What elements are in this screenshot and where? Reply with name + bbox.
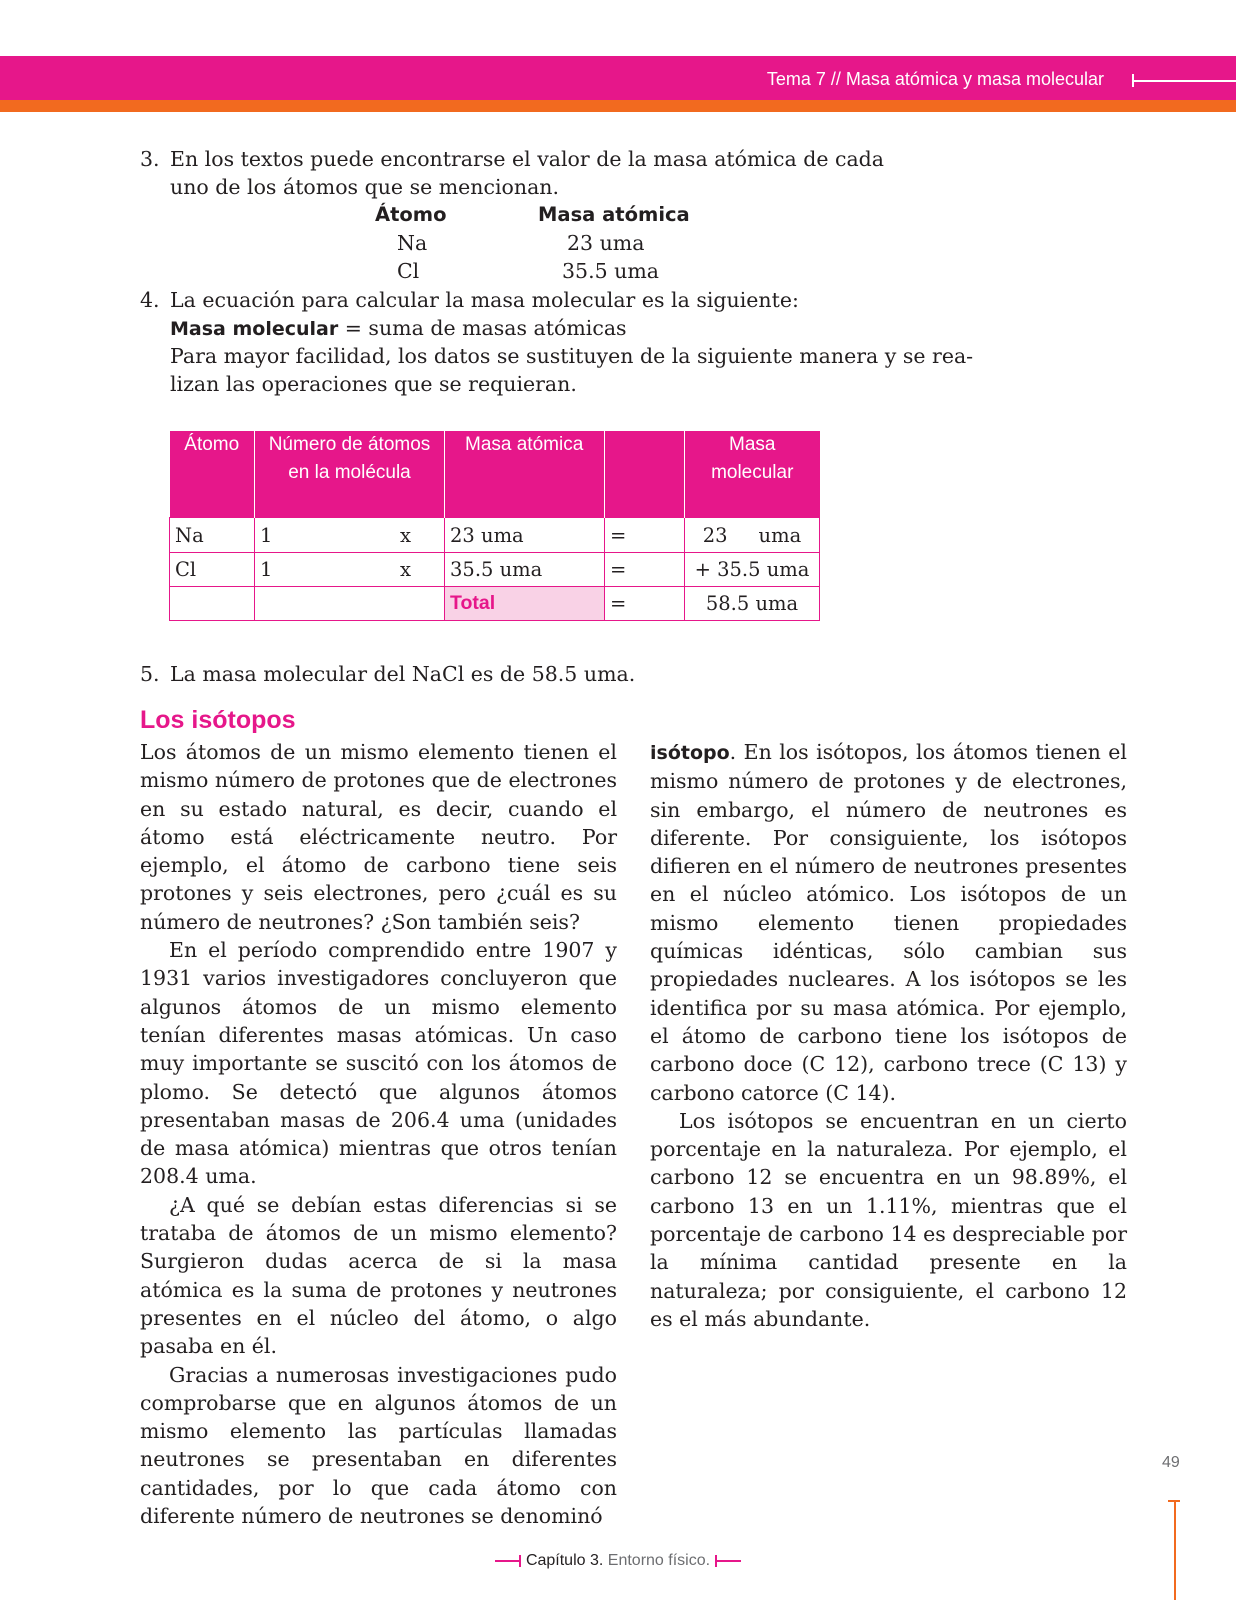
running-header-title: Tema 7 // Masa atómica y masa molecular bbox=[766, 69, 1104, 89]
total-result: 58.5 uma bbox=[685, 587, 820, 621]
equals-cell: = bbox=[605, 587, 685, 621]
paragraph: En el período comprendido entre 1907 y 1931 varios investigadores concluyeron que algunos átomos de un mismo elemento tenían diferentes masas atómicas. Un caso muy importante se suscitó con los átomos de plomo. Se detectó que algunos átomos presentaban masas de 206.4 uma (unidades de masa atómica) mientras que otros tenían 208.4 uma. bbox=[140, 938, 617, 1189]
table-row bbox=[170, 518, 820, 553]
atom-name: Cl bbox=[397, 259, 420, 283]
atom-name: Na bbox=[397, 231, 428, 255]
column-header: Átomo bbox=[170, 431, 255, 518]
section-heading: Los isótopos bbox=[140, 706, 296, 734]
key-term: isótopo bbox=[650, 742, 730, 764]
right-column bbox=[650, 738, 1127, 1333]
table-row bbox=[170, 553, 820, 587]
margin-rule bbox=[1174, 1500, 1176, 1600]
mass-cell: 23 uma bbox=[445, 518, 605, 553]
column-header: Masa atómica bbox=[445, 431, 605, 518]
column-header: Masa molecular bbox=[685, 431, 820, 518]
footer bbox=[0, 1552, 1236, 1570]
step-line: La masa molecular del NaCl es de 58.5 uma. bbox=[170, 662, 636, 686]
step-number: 5. bbox=[140, 662, 160, 686]
column-header bbox=[605, 431, 685, 518]
paragraph: Los isótopos se encuentran en un cierto porcentaje en la naturaleza. Por ejemplo, el carbono 12 se encuentra en un 98.89%, el carbono 13 en un 1.11%, mientras que el porcentaje de carbono 14 es despreciable por la mínima cantidad presente en la naturaleza; por consiguiente, el carbono 12 es el más abundante. bbox=[650, 1108, 1127, 1331]
formula-definition: = suma de masas atómicas bbox=[338, 316, 627, 340]
footer-rule-left bbox=[495, 1560, 521, 1562]
paragraph: ¿A qué se debían estas diferencias si se trataba de átomos de un mismo elemento? Surgieron dudas acerca de si la masa atómica es la suma de protones y neutrones presentes en el núcleo del átomo, o algo pasaba en él. bbox=[140, 1192, 617, 1359]
equals-cell: = bbox=[605, 518, 685, 553]
paragraph-text: . En los isótopos, los átomos tienen el mismo número de protones y de electrones, sin embargo, el número de neutrones es diferente. Por consiguiente, los isótopos difieren en el número de neutrones presentes en el núcleo atómico. Los isótopos de un mismo elemento tienen propiedades químicas idénticas, sólo cambian sus propiedades nucleares. A los isótopos se les identifica por su masa atómica. Por ejemplo, el átomo de carbono tiene los isótopos de carbono doce (C 12), carbono trece (C 13) y carbono catorce (C 14). bbox=[650, 740, 1127, 1105]
atom-count: 1 bbox=[260, 558, 273, 581]
formula-line bbox=[170, 314, 627, 343]
total-label: Total bbox=[445, 587, 605, 621]
atom-mass: 35.5 uma bbox=[562, 259, 660, 283]
paragraph: Gracias a numerosas investigaciones pudo comprobarse que en algunos átomos de un mismo elemento las partículas llamadas neutrones se presentaban en diferentes cantidades, por lo que cada átomo con diferente número de neutrones se denominó bbox=[140, 1362, 617, 1529]
step-line: En los textos puede encontrarse el valor de la masa atómica de cada bbox=[170, 147, 885, 171]
count-cell bbox=[255, 518, 445, 553]
formula-term: Masa molecular bbox=[170, 318, 339, 340]
paragraph bbox=[650, 738, 1127, 1107]
equals-cell: = bbox=[605, 553, 685, 587]
mass-cell: 35.5 uma bbox=[445, 553, 605, 587]
step-line: Para mayor facilidad, los datos se sustituyen de la siguiente manera y se rea- bbox=[170, 344, 974, 368]
atom-count: 1 bbox=[260, 523, 273, 547]
step-number: 3. bbox=[140, 147, 160, 171]
column-header: Número de átomos en la molécula bbox=[255, 431, 445, 518]
step-line: La ecuación para calcular la masa molecular es la siguiente: bbox=[170, 288, 799, 312]
molecular-mass-table bbox=[169, 431, 820, 621]
empty-cell bbox=[255, 587, 445, 621]
step-number: 4. bbox=[140, 288, 160, 312]
times-sign: x bbox=[400, 523, 411, 547]
result-cell: + 35.5 uma bbox=[685, 553, 820, 587]
times-sign: x bbox=[400, 558, 411, 581]
result-cell: 23 uma bbox=[685, 518, 820, 553]
header-rule bbox=[1132, 80, 1236, 82]
table-header-row bbox=[170, 431, 820, 518]
header-accent-stripe bbox=[0, 100, 1236, 112]
footer-subject: Entorno físico. bbox=[603, 1552, 711, 1569]
step-line: uno de los átomos que se mencionan. bbox=[170, 175, 560, 199]
atom-column-header: Átomo bbox=[375, 203, 447, 226]
paragraph: Los átomos de un mismo elemento tienen el mismo número de protones que de electrones en su estado natural, es decir, cuando el átomo está eléctricamente neutro. Por ejemplo, el átomo de carbono tiene seis protones y seis electrones, pero ¿cuál es su número de neutrones? ¿Son también seis? bbox=[140, 740, 617, 934]
atom-cell: Cl bbox=[170, 553, 255, 587]
atom-cell: Na bbox=[170, 518, 255, 553]
total-row bbox=[170, 587, 820, 621]
mass-column-header: Masa atómica bbox=[538, 203, 690, 226]
left-column bbox=[140, 738, 617, 1530]
atom-mass: 23 uma bbox=[567, 231, 645, 255]
footer-chapter: Capítulo 3. bbox=[525, 1552, 604, 1569]
step-line: lizan las operaciones que se requieran. bbox=[170, 372, 577, 396]
empty-cell bbox=[170, 587, 255, 621]
page-number: 49 bbox=[1162, 1454, 1180, 1471]
count-cell bbox=[255, 553, 445, 587]
footer-rule-right bbox=[715, 1560, 741, 1562]
